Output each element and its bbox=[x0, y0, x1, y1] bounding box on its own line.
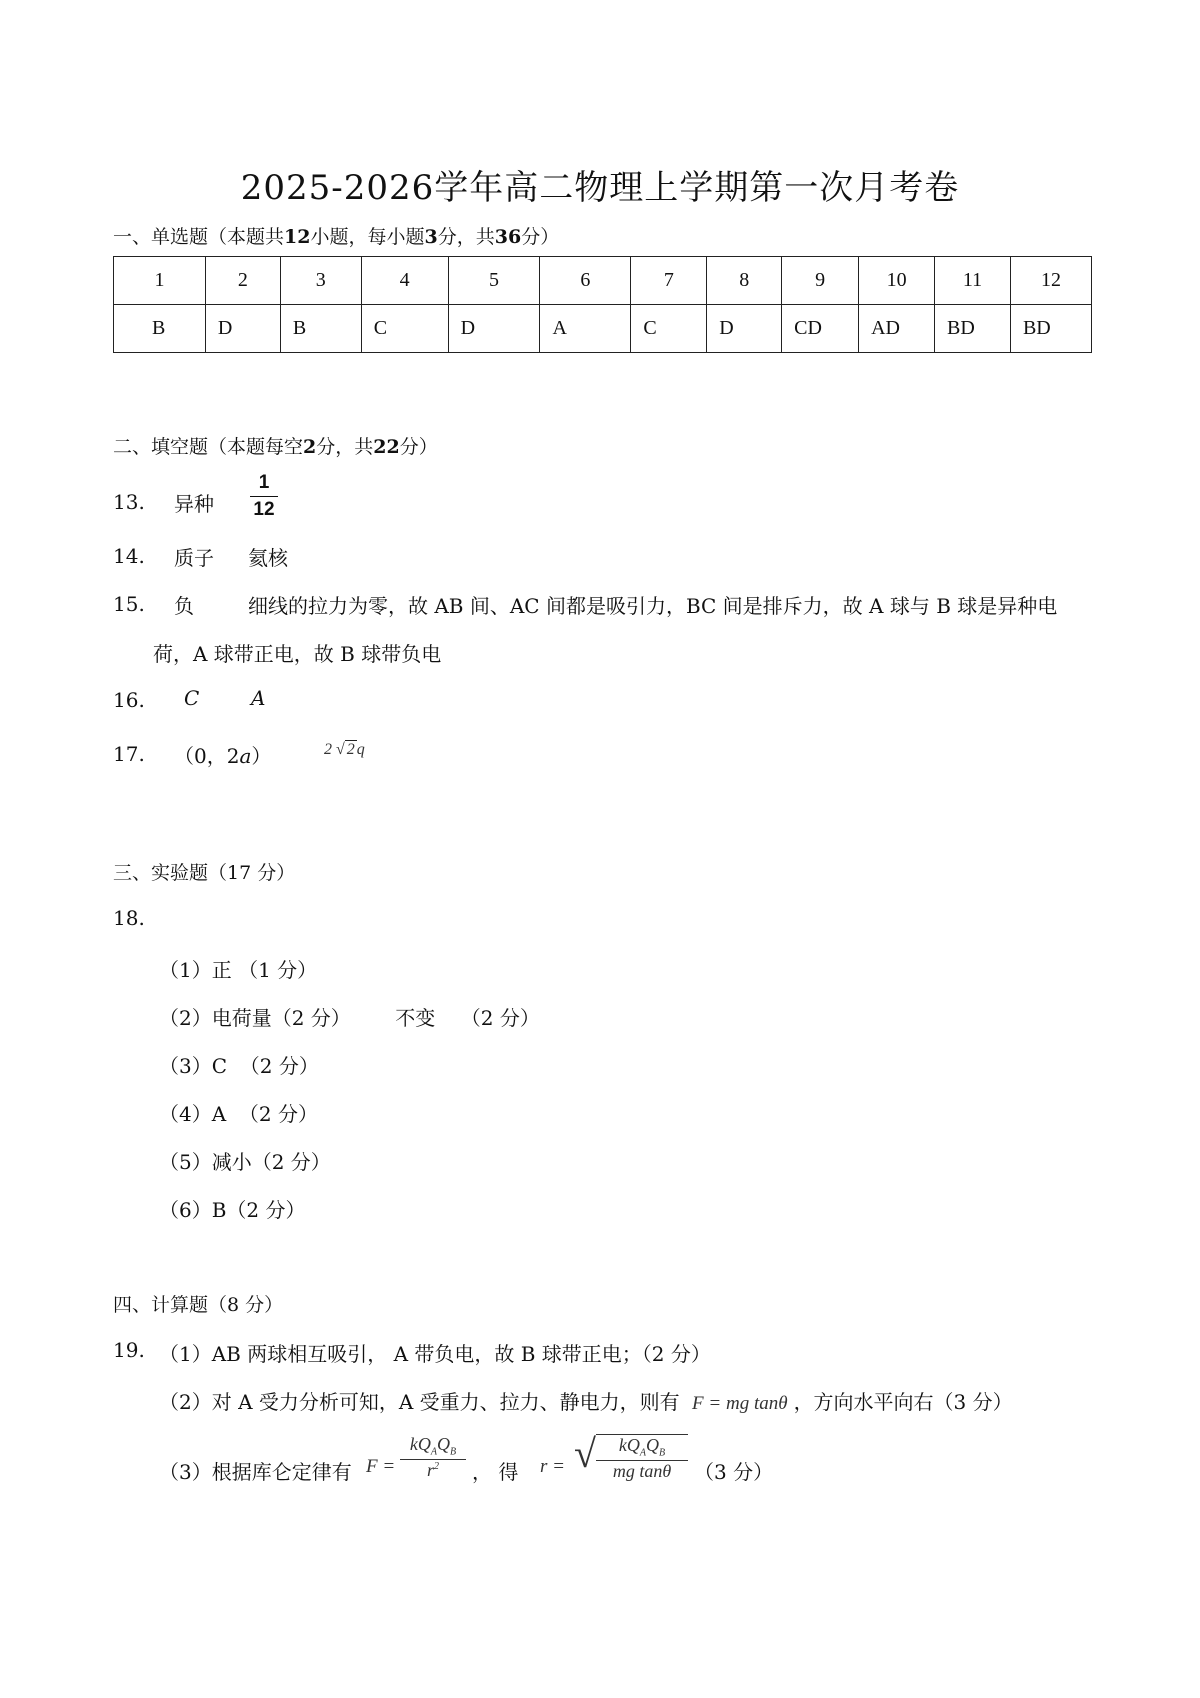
answer-cell: CD bbox=[782, 305, 859, 353]
q19-part-2-formula: F = mg tanθ bbox=[692, 1393, 788, 1414]
q19-number: 19. bbox=[113, 1338, 145, 1362]
question-number-cell: 1 bbox=[114, 257, 206, 305]
fraction-bar bbox=[250, 496, 278, 497]
section4-heading: 四、计算题（8 分） bbox=[113, 1294, 284, 1316]
answer-table-number-row bbox=[114, 257, 1092, 305]
answer-table bbox=[113, 256, 1092, 353]
q17-number: 17. bbox=[113, 742, 145, 766]
q18-item-3: （3）C （2 分） bbox=[159, 1054, 319, 1078]
question-number-cell: 2 bbox=[205, 257, 280, 305]
q16-answer-2: A bbox=[251, 686, 266, 710]
formula-kQ: kQ bbox=[618, 1435, 640, 1455]
answer-cell: D bbox=[205, 305, 280, 353]
page-title: 2025-2026学年高二物理上学期第一次月考卷 bbox=[240, 168, 960, 208]
fraction-numerator: 1 bbox=[258, 472, 270, 493]
q17-coefficient: 2 bbox=[324, 741, 332, 758]
section1-heading-part: 小题，每小题 bbox=[310, 226, 425, 248]
q19-part-1: （1）AB 两球相互吸引， A 带负电，故 B 球带正电；（2 分） bbox=[159, 1342, 711, 1366]
q15-answer-1: 负 bbox=[174, 594, 194, 618]
section2-heading-part: 分，共 bbox=[316, 436, 374, 458]
q15-explanation-line1: 细线的拉力为零，故 AB 间、AC 间都是吸引力，BC 间是排斥力，故 A 球与 B 球是异种电 bbox=[248, 594, 1058, 618]
q19-part-2-text: ，方向水平向右（3 分） bbox=[793, 1390, 1013, 1414]
formula-Q: Q bbox=[437, 1434, 450, 1454]
q13-answer-fraction bbox=[250, 472, 278, 521]
q19-part-3-F: F = bbox=[366, 1456, 396, 1477]
section2-heading-part: 分） bbox=[399, 436, 438, 458]
q17-answer-1-variable: a bbox=[239, 744, 252, 768]
formula-subscript-A: A bbox=[639, 1447, 646, 1459]
q15-number: 15. bbox=[113, 592, 145, 616]
question-number-cell: 9 bbox=[782, 257, 859, 305]
sqrt-sign: √ bbox=[574, 1431, 596, 1476]
section2-points-each: 2 bbox=[303, 436, 317, 458]
q15-explanation-line2: 荷，A 球带正电，故 B 球带负电 bbox=[153, 642, 442, 666]
formula-kQ: kQ bbox=[409, 1434, 431, 1454]
answer-cell: BD bbox=[1010, 305, 1091, 353]
q17-answer-1-part: ） bbox=[251, 744, 272, 768]
q13-number: 13. bbox=[113, 490, 145, 514]
fraction-denominator: 12 bbox=[253, 499, 275, 520]
q19-part-3-connector: ， 得 bbox=[472, 1460, 519, 1484]
question-number-cell: 6 bbox=[540, 257, 631, 305]
q14-number: 14. bbox=[113, 544, 145, 568]
q19-part-3-points: （3 分） bbox=[694, 1460, 774, 1484]
q18-item-1: （1）正 （1 分） bbox=[159, 958, 318, 982]
question-number-cell: 10 bbox=[859, 257, 935, 305]
q13-answer-1: 异种 bbox=[174, 492, 214, 516]
answer-cell: C bbox=[631, 305, 707, 353]
q18-item-5: （5）减小（2 分） bbox=[159, 1150, 331, 1174]
section3-heading: 三、实验题（17 分） bbox=[113, 862, 296, 884]
q17-answer-1-part: （0，2 bbox=[174, 744, 240, 768]
q17-answer-2: 2 √ 2 q bbox=[324, 741, 365, 758]
formula-subscript-A: A bbox=[430, 1446, 437, 1458]
formula-subscript-B: B bbox=[659, 1447, 666, 1459]
answer-cell: AD bbox=[859, 305, 935, 353]
q19-part-2-text: （2）对 A 受力分析可知，A 受重力、拉力、静电力，则有 bbox=[159, 1390, 680, 1414]
question-number-cell: 11 bbox=[935, 257, 1011, 305]
q18-item-4: （4）A （2 分） bbox=[159, 1102, 318, 1126]
section1-heading-part: 一、单选题（本题共 bbox=[113, 226, 285, 248]
answer-cell: B bbox=[280, 305, 361, 353]
answer-cell: D bbox=[707, 305, 782, 353]
section1-heading-part: 分） bbox=[521, 226, 560, 248]
question-number-cell: 7 bbox=[631, 257, 707, 305]
q19-part-2 bbox=[159, 1386, 1013, 1415]
q18-item-2: （2）电荷量（2 分） 不变 （2 分） bbox=[159, 1006, 540, 1030]
answer-cell: B bbox=[114, 305, 206, 353]
q16-answer-1: C bbox=[184, 686, 200, 710]
section2-heading bbox=[113, 432, 438, 459]
q19-part-3-label: （3）根据库仑定律有 bbox=[159, 1460, 352, 1484]
q19-coulomb-fraction bbox=[400, 1434, 466, 1481]
q18-number: 18. bbox=[113, 906, 145, 930]
question-number-cell: 3 bbox=[280, 257, 361, 305]
q18-item-6: （6）B（2 分） bbox=[159, 1198, 306, 1222]
answer-table-answer-row bbox=[114, 305, 1092, 353]
question-number-cell: 4 bbox=[361, 257, 448, 305]
q17-answer-1 bbox=[174, 740, 271, 769]
question-number-cell: 8 bbox=[707, 257, 782, 305]
formula-r: r bbox=[426, 1459, 434, 1480]
q19-part-3-r: r = bbox=[540, 1456, 565, 1477]
q17-radicand: 2 bbox=[346, 741, 355, 758]
answer-cell: A bbox=[540, 305, 631, 353]
section1-total-points: 36 bbox=[494, 226, 522, 248]
section2-total-points: 22 bbox=[373, 436, 400, 458]
section1-points-each: 3 bbox=[424, 226, 438, 248]
q14-answer-2: 氦核 bbox=[248, 546, 288, 570]
answer-cell: BD bbox=[935, 305, 1011, 353]
question-number-cell: 12 bbox=[1010, 257, 1091, 305]
section2-heading-part: 二、填空题（本题每空 bbox=[113, 436, 304, 458]
q14-answer-1: 质子 bbox=[174, 546, 214, 570]
answer-cell: C bbox=[361, 305, 448, 353]
question-number-cell: 5 bbox=[448, 257, 540, 305]
formula-denominator: mg tanθ bbox=[612, 1460, 672, 1481]
section1-question-count: 12 bbox=[284, 226, 311, 248]
formula-subscript-B: B bbox=[450, 1446, 457, 1458]
formula-exponent: 2 bbox=[434, 1460, 439, 1472]
section1-heading bbox=[113, 222, 559, 249]
q19-result-fraction bbox=[596, 1434, 688, 1482]
answer-cell: D bbox=[448, 305, 540, 353]
q16-number: 16. bbox=[113, 688, 145, 712]
formula-Q: Q bbox=[646, 1435, 659, 1455]
q17-variable: q bbox=[356, 741, 365, 758]
section1-heading-part: 分，共 bbox=[437, 226, 495, 248]
